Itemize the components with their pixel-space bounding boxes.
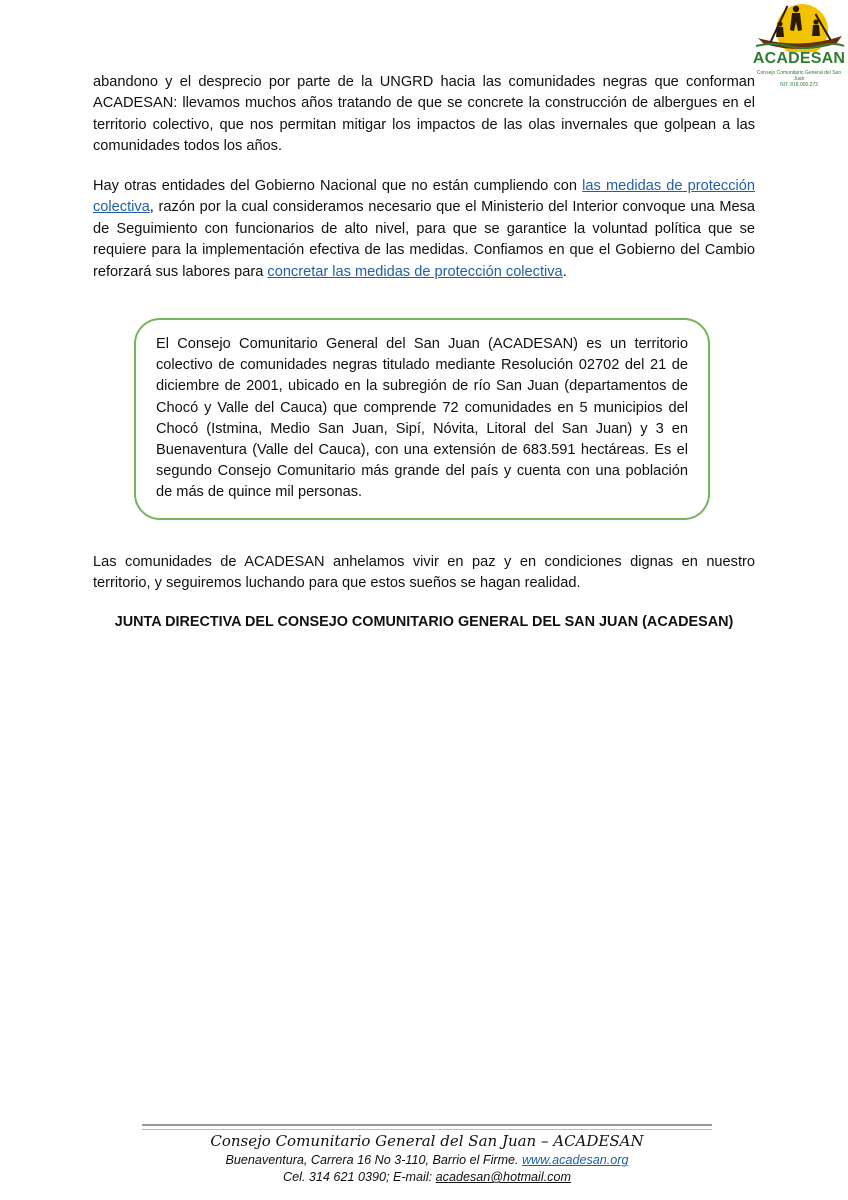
footer-phone: Cel. 314 621 0390; E-mail: bbox=[283, 1170, 436, 1184]
footer-website-link[interactable]: www.acadesan.org bbox=[522, 1153, 629, 1167]
link-concretar-medidas[interactable]: concretar las medidas de protección colectiva bbox=[267, 263, 563, 280]
paragraph-entidades-text-c: . bbox=[562, 263, 567, 280]
footer-divider-thin bbox=[142, 1129, 712, 1130]
paragraph-entidades-text-b: , razón por la cual consideramos necesario que el Ministerio del Interior convoque una Mesa de Seguimiento con funcionarios de alto nivel, para que se garantice la voluntad política que se requiere para la implementación efectiva de las medidas. Confiamos en que el Gobierno del Cambio reforzará sus labores para bbox=[93, 199, 755, 280]
info-box bbox=[134, 318, 710, 520]
paragraph-ungrd: abandono y el desprecio por parte de la UNGRD hacia las comunidades negras que conforman ACADESAN: llevamos muchos años tratando de que se concrete la construcción de albergues en el territorio colectivo, que nos permitan mitigar los impactos de las olas invernales que golpean a las comunidades todos los años. bbox=[93, 74, 755, 155]
logo-nit: NIT. 818.000.272 bbox=[779, 82, 819, 88]
paragraph-entidades bbox=[93, 176, 755, 283]
signature-heading: JUNTA DIRECTIVA DEL CONSEJO COMUNITARIO GENERAL DEL SAN JUAN (ACADESAN) bbox=[114, 614, 734, 630]
link-medidas-proteccion[interactable]: las medidas de protección colectiva bbox=[93, 178, 755, 216]
paragraph-paz: Las comunidades de ACADESAN anhelamos vivir en paz y en condiciones dignas en nuestro territorio, y seguiremos luchando para que estos sueños se hagan realidad. bbox=[93, 554, 755, 592]
logo-subtitle-text: Consejo Comunitario General del San Juan bbox=[756, 70, 842, 82]
footer-email-link[interactable]: acadesan@hotmail.com bbox=[435, 1170, 571, 1184]
footer-address bbox=[140, 1153, 714, 1167]
footer-title: Consejo Comunitario General del San Juan – ACADESAN bbox=[210, 1132, 644, 1150]
logo-boat-sun-icon bbox=[752, 0, 846, 52]
footer-divider bbox=[142, 1124, 712, 1126]
logo-name: ACADESAN bbox=[752, 50, 846, 67]
footer-contact bbox=[140, 1170, 714, 1184]
logo-subtitle bbox=[752, 70, 846, 88]
info-box-text: El Consejo Comunitario General del San Juan (ACADESAN) es un territorio colectivo de comunidades negras titulado mediante Resolución 02702 del 21 de diciembre de 2001, ubicado en la subregión de río San Juan (departamentos de Chocó y Valle del Cauca) que comprende 72 comunidades en 5 municipios del Chocó (Istmina, Medio San Juan, Sipí, Nóvita, Litoral del San Juan) y 3 en Buenaventura (Valle del Cauca), con una extensión de 683.591 hectáreas. Es el segundo Consejo Comunitario más grande del país y cuenta con una población de más de quince mil personas. bbox=[156, 336, 688, 501]
paragraph-entidades-text-a: Hay otras entidades del Gobierno Nacional que no están cumpliendo con bbox=[93, 178, 583, 194]
acadesan-logo bbox=[752, 0, 846, 96]
footer-address-text: Buenaventura, Carrera 16 No 3-110, Barrio el Firme. bbox=[225, 1153, 523, 1167]
